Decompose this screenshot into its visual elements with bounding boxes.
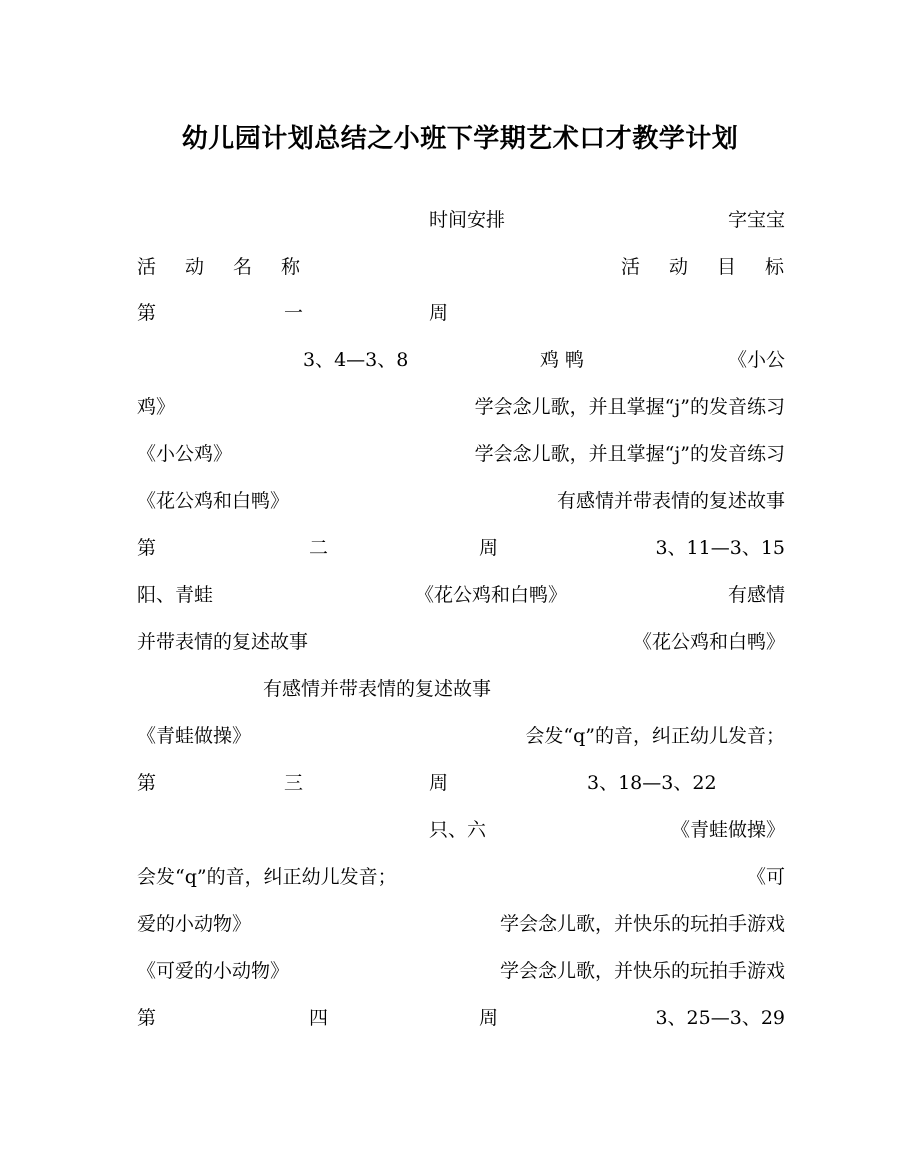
text-line	[137, 394, 785, 420]
text-span: 鸡 鸭	[540, 349, 585, 371]
text-span: 3、11—3、15	[655, 537, 785, 559]
text-span: 周	[429, 772, 449, 794]
text-span: 周	[479, 537, 499, 559]
text-line	[137, 582, 785, 608]
text-span: 爱的小动物》	[137, 913, 252, 935]
text-line	[137, 300, 785, 326]
text-span: 动	[185, 256, 205, 278]
text-line	[137, 676, 785, 702]
text-line	[137, 535, 785, 561]
text-line	[137, 770, 785, 796]
text-span: 周	[479, 1007, 499, 1029]
text-line	[137, 911, 785, 937]
text-span: 《可	[746, 866, 785, 888]
text-span: 并带表情的复述故事	[137, 631, 309, 653]
text-span: 《青蛙做操》	[137, 725, 252, 747]
text-span: 阳、青蛙	[137, 584, 214, 606]
text-span: 《花公鸡和白鸭》	[632, 631, 785, 653]
text-span: 时间安排	[429, 209, 506, 231]
text-span: 有感情并带表情的复述故事	[556, 490, 785, 512]
text-line	[137, 207, 785, 233]
text-span: 学会念儿歌，并且掌握“j”的发音练习	[474, 443, 785, 465]
text-span: 活	[621, 256, 641, 278]
text-line	[137, 441, 785, 467]
text-span: 会发“q”的音，纠正幼儿发音；	[137, 866, 397, 888]
text-line	[137, 254, 785, 280]
text-span: 《可爱的小动物》	[137, 960, 290, 982]
text-span: 名	[233, 256, 253, 278]
text-span: 第	[137, 537, 157, 559]
text-span: 第	[137, 772, 157, 794]
text-span: 字宝宝	[727, 209, 785, 231]
text-span: 三	[284, 772, 304, 794]
text-span: 3、4—3、8	[303, 349, 409, 371]
text-line	[137, 347, 785, 373]
text-span: 《小公鸡》	[137, 443, 233, 465]
text-line	[137, 488, 785, 514]
text-span: 第	[137, 1007, 157, 1029]
text-span: 动	[669, 256, 689, 278]
text-span: 目	[717, 256, 737, 278]
text-line	[137, 864, 785, 890]
text-line	[137, 817, 785, 843]
text-span: 周	[429, 302, 449, 324]
text-span: 一	[284, 302, 304, 324]
text-span: 会发“q”的音，纠正幼儿发音；	[525, 725, 785, 747]
text-span: 《小公	[727, 349, 785, 371]
text-span: 学会念儿歌，并且掌握“j”的发音练习	[474, 396, 785, 418]
text-line	[137, 629, 785, 655]
text-span: 《青蛙做操》	[670, 819, 785, 841]
text-span: 四	[309, 1007, 329, 1029]
text-span: 学会念儿歌，并快乐的玩拍手游戏	[499, 913, 785, 935]
text-line	[137, 723, 785, 749]
text-span: 学会念儿歌，并快乐的玩拍手游戏	[499, 960, 785, 982]
text-span: 标	[765, 256, 785, 278]
text-span: 《花公鸡和白鸭》	[415, 584, 568, 606]
text-span: 称	[281, 256, 301, 278]
text-span: 《花公鸡和白鸭》	[137, 490, 290, 512]
text-span: 有感情	[727, 584, 785, 606]
text-span: 只、六	[429, 819, 487, 841]
text-span: 3、25—3、29	[655, 1007, 785, 1029]
text-line	[137, 1005, 785, 1031]
text-span: 3、18—3、22	[587, 772, 717, 794]
text-span: 鸡》	[137, 396, 176, 418]
text-span: 有感情并带表情的复述故事	[263, 678, 492, 700]
text-span: 二	[309, 537, 329, 559]
text-span: 活	[137, 256, 157, 278]
text-span: 第	[137, 302, 157, 324]
text-line	[137, 958, 785, 984]
document-title: 幼儿园计划总结之小班下学期艺术口才教学计划	[181, 124, 739, 154]
